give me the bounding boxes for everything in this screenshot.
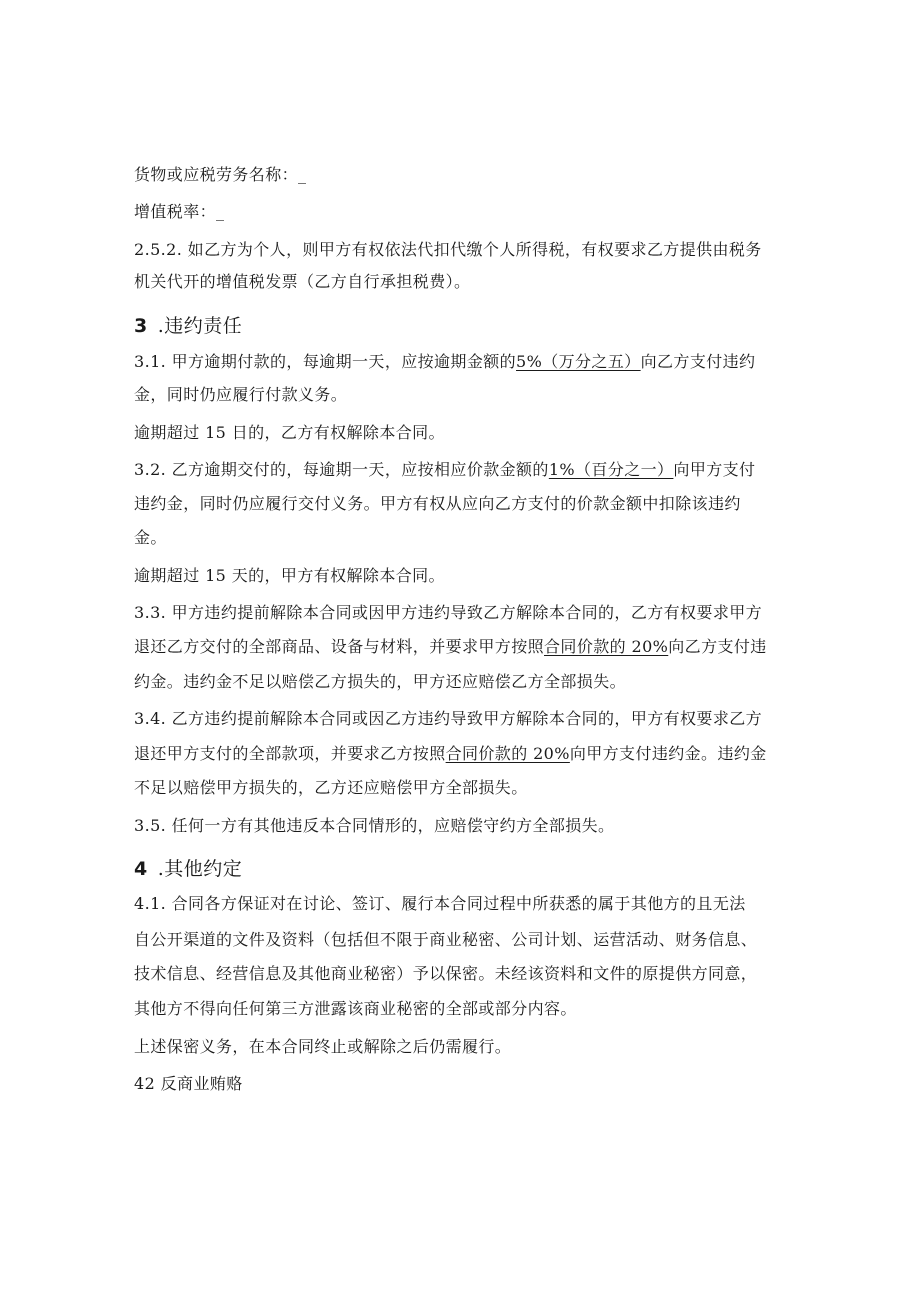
clause-3-2-text-a: 3.2. 乙方逾期交付的，每逾期一天，应按相应价款金额的	[134, 460, 549, 479]
clause-3-1-text-a: 3.1. 甲方逾期付款的，每逾期一天，应按逾期金额的	[134, 352, 517, 371]
vat-rate-line: 增值税率：_	[134, 202, 225, 221]
clause-3-3-text-b: 向乙方支付违	[668, 637, 767, 656]
clause-4-1-line-2: 自公开渠道的文件及资料（包括但不限于商业秘密、公司计划、运营活动、财务信息、	[134, 930, 758, 949]
goods-name-line: 货物或应税劳务名称：_	[134, 165, 307, 184]
clause-3-3-text-a: 退还乙方交付的全部商品、设备与材料，并要求甲方按照	[134, 637, 545, 656]
clause-3-1-rate: 5%（万分之五）	[516, 352, 641, 371]
section-3-title: .违约责任	[157, 315, 243, 337]
clause-3-2-line-1	[134, 460, 755, 480]
clause-3-2-line-2: 违约金，同时仍应履行交付义务。甲方有权从应向乙方支付的价款金额中扣除该违约	[134, 494, 741, 513]
clause-4-1-line-1: 4.1. 合同各方保证对在讨论、签订、履行本合同过程中所获悉的属于其他方的且无法	[134, 894, 746, 913]
clause-3-4-line-3: 不足以赔偿甲方损失的，乙方还应赔偿甲方全部损失。	[134, 778, 528, 797]
clause-3-4-rate: 合同价款的 20%	[445, 744, 570, 763]
clause-3-3-rate: 合同价款的 20%	[544, 637, 669, 656]
section-4-title: .其他约定	[157, 858, 243, 880]
clause-3-4-text-b: 向甲方支付违约金。违约金	[569, 744, 767, 763]
clause-3-2-termination: 逾期超过 15 天的，甲方有权解除本合同。	[134, 566, 445, 585]
clause-3-2-text-b: 向甲方支付	[673, 460, 756, 479]
section-4-heading	[134, 857, 242, 881]
clause-3-3-line-2	[134, 637, 767, 657]
clause-3-4-text-a: 退还甲方支付的全部款项，并要求乙方按照	[134, 744, 446, 763]
clause-3-4-line-1: 3.4. 乙方违约提前解除本合同或因乙方违约导致甲方解除本合同的，甲方有权要求乙方	[134, 709, 763, 728]
clause-3-2-line-3: 金。	[134, 528, 167, 547]
clause-3-1-line-2: 金，同时仍应履行付款义务。	[134, 385, 348, 404]
confidentiality-survival-line: 上述保密义务，在本合同终止或解除之后仍需履行。	[134, 1037, 512, 1056]
clause-3-1-text-b: 向乙方支付违约	[640, 352, 756, 371]
clause-2-5-2-line-1: 2.5.2. 如乙方为个人，则甲方有权依法代扣代缴个人所得税，有权要求乙方提供由税务	[134, 240, 762, 259]
clause-3-2-rate: 1%（百分之一）	[548, 460, 674, 479]
clause-3-1-line-1	[134, 352, 755, 372]
clause-3-3-line-3: 约金。违约金不足以赔偿乙方损失的，甲方还应赔偿乙方全部损失。	[134, 672, 627, 691]
clause-2-5-2-line-2: 机关代开的增值税发票（乙方自行承担税费）。	[134, 272, 471, 291]
clause-3-1-termination: 逾期超过 15 日的，乙方有权解除本合同。	[134, 423, 445, 442]
clause-4-2-heading: 42 反商业贿赂	[134, 1074, 243, 1093]
section-4-number: 4	[134, 858, 148, 880]
clause-4-1-line-4: 其他方不得向任何第三方泄露该商业秘密的全部或部分内容。	[134, 999, 577, 1018]
clause-4-1-line-3: 技术信息、经营信息及其他商业秘密）予以保密。未经该资料和文件的原提供方同意，	[134, 964, 758, 983]
section-3-heading	[134, 314, 242, 338]
clause-3-3-line-1: 3.3. 甲方违约提前解除本合同或因甲方违约导致乙方解除本合同的，乙方有权要求甲方	[134, 603, 763, 622]
clause-3-4-line-2	[134, 744, 767, 764]
clause-3-5-line: 3.5. 任何一方有其他违反本合同情形的，应赔偿守约方全部损失。	[134, 816, 615, 835]
section-3-number: 3	[134, 315, 148, 337]
